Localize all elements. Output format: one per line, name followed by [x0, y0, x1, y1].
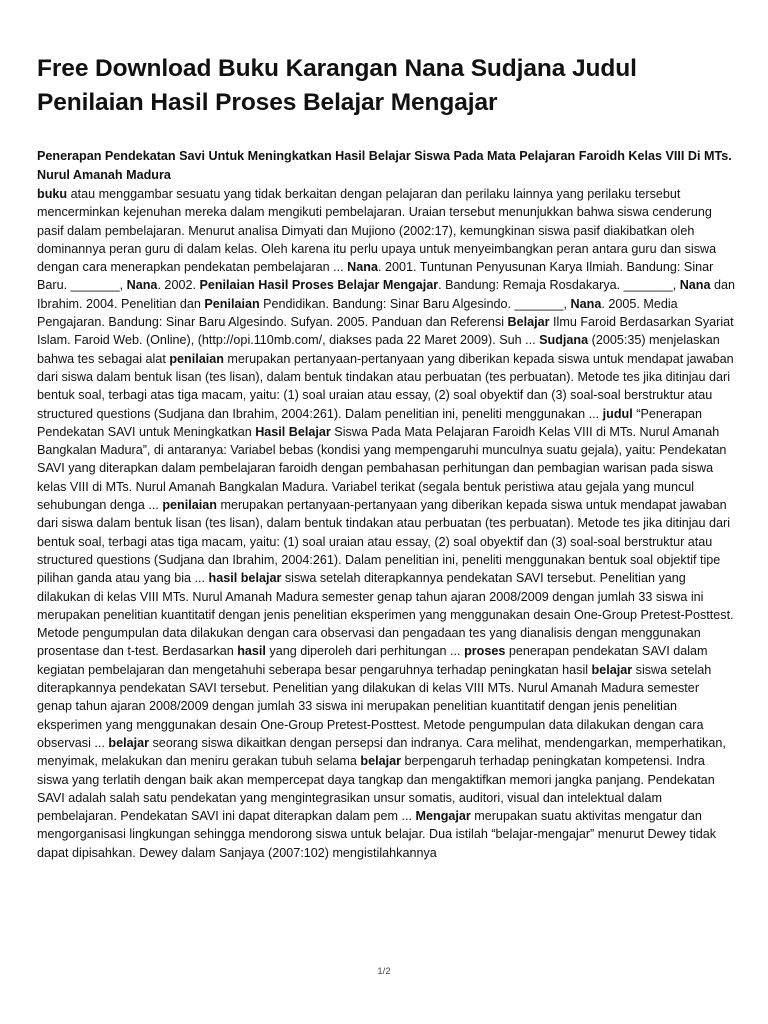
highlighted-keyword: Nana: [570, 296, 602, 311]
body-text-run: merupakan suatu aktivitas mengatur dan mengorganisasi lingkungan sehingga mendorong siswa untuk belajar. Dua istilah “belajar-mengajar” menurut Dewey tidak dapat dipisahkan. Dewey dalam Sanjaya (2007:102) mengistilahkannya: [37, 809, 717, 860]
body-text-run: merupakan pertanyaan-pertanyaan yang diberikan kepada siswa untuk mendapat jawaban dari siswa dalam bentuk lisan (tes lisan), dalam bentuk tindakan atau perbuatan (tes perbuatan). Metode tes jika ditinjau dari bentuk soal, terbagi atas tiga macam, yaitu: (1) soal uraian atau essay, (2) soal obyektif dan (3) soal-soal berstruktur atau structured questions (Sudjana dan Ibrahim, 2004:261). Dalam penelitian ini, peneliti menggunakan ...: [37, 351, 734, 421]
body-text-run: “Penerapan Pendekatan SAVI untuk Meningkatkan: [37, 406, 703, 439]
highlighted-keyword: Nana: [679, 278, 711, 293]
body-text-run: Siswa Pada Mata Pelajaran Faroidh Kelas VIII di MTs. Nurul Amanah Bangkalan Madura”, di antaranya: Variabel bebas (kondisi yang mempengaruhi munculnya suatu gejala), yaitu: Pendekatan SAVI yang diterapkan dalam pembelajaran faroidh dengan pembahasan perhitungan dan pembagian warisan pada siswa kelas VIII di MTs. Nurul Amanah Bangkalan Madura. Variabel terikat (segala bentuk peristiwa atau gejala yang muncul sehubungan denga ...: [37, 424, 727, 513]
highlighted-keyword: Penilaian: [204, 296, 260, 311]
highlighted-keyword: Sudjana: [539, 333, 589, 348]
body-text-run: . Bandung: Remaja Rosdakarya. _______,: [438, 278, 680, 293]
body-text-run: berpengaruh terhadap peningkatan kompetensi. Indra siswa yang terlatih dengan baik akan mempercepat daya tangkap dan mengaktifkan memori jangka panjang. Pendekatan SAVI adalah salah satu pendekatan yang mengintegrasikan unsur somatis, auditori, visual dan intelektual dalam pembelajaran. Pendekatan SAVI ini dapat diterapkan dalam pem ...: [37, 754, 715, 824]
body-text-run: siswa setelah diterapkannya pendekatan SAVI tersebut. Penelitian yang dilakukan di kelas VIII MTs. Nurul Amanah Madura semester genap tahun ajaran 2008/2009 dengan jumlah 33 siswa ini merupakan penelitian kuantitatif dengan jenis penelitian eksperimen yang menggunakan desain One-Group Pretest-Posttest. Metode pengumpulan data dilakukan dengan cara observasi ...: [37, 662, 712, 750]
highlighted-keyword: belajar: [108, 735, 150, 750]
highlighted-keyword: Mengajar: [415, 809, 471, 824]
highlighted-keyword: Hasil Belajar: [255, 424, 331, 439]
article-heading: Penerapan Pendekatan Savi Untuk Meningkatkan Hasil Belajar Siswa Pada Mata Pelajaran Faroidh Kelas VIII Di MTs. Nurul Amanah Madura: [37, 149, 732, 182]
highlighted-keyword: belajar: [591, 662, 633, 677]
body-text-run: siswa setelah diterapkannya pendekatan SAVI tersebut. Penelitian yang dilakukan di kelas VIII MTs. Nurul Amanah Madura semester genap tahun ajaran 2008/2009 dengan jumlah 33 siswa ini merupakan penelitian kuantitatif dengan jenis penelitian eksperimen yang menggunakan desain One-Group Pretest-Posttest. Metode pengumpulan data dilakukan dengan cara observasi dan pengadaan tes yang dianalisis dengan menggunakan prosentase dan t-test. Berdasarkan: [37, 571, 734, 659]
body-text-run: Ilmu Faroid Berdasarkan Syariat Islam. Faroid Web. (Online), (http://opi.110mb.com/, diakses pada 22 Maret 2009). Suh ...: [37, 315, 734, 348]
highlighted-keyword: penilaian: [162, 498, 217, 513]
body-text-run: Pendidikan. Bandung: Sinar Baru Algesindo. _______,: [259, 296, 571, 311]
highlighted-keyword: Nana: [126, 278, 158, 293]
body-text-run: dan Ibrahim. 2004. Penelitian dan: [37, 278, 736, 311]
document-page: [37, 52, 737, 862]
highlighted-keyword: proses: [464, 644, 506, 659]
body-text-run: . 2001. Tuntunan Penyusunan Karya Ilmiah. Bandung: Sinar Baru. _______,: [37, 260, 714, 293]
highlighted-keyword: judul: [602, 406, 633, 421]
body-text-run: atau menggambar sesuatu yang tidak berkaitan dengan pelajaran dan perilaku lainnya yang perilaku tersebut mencerminkan kejenuhan mereka dalam mengikuti pembelajaran. Uraian tersebut menunjukkan bahwa siswa cenderung pasif dalam pembelajaran. Menurut analisa Dimyati dan Mujiono (2002:17), kemungkinan siswa pasif diakibatkan oleh dominannya peran guru di dalam kelas. Oleh karena itu perlu upaya untuk menyeimbangkan peran antara guru dan siswa dengan cara menerapkan pendekatan pembelajaran ...: [37, 187, 717, 275]
body-text-run: merupakan pertanyaan-pertanyaan yang diberikan kepada siswa untuk mendapat jawaban dari siswa dalam bentuk lisan (tes lisan), dalam bentuk tindakan atau perbuatan (tes perbuatan). Metode tes jika ditinjau dari bentuk soal, terbagi atas tiga macam, yaitu: (1) soal uraian atau essay, (2) soal obyektif dan (3) soal-soal berstruktur atau structured questions (Sudjana dan Ibrahim, 2004:261). Dalam penelitian ini, peneliti menggunakan bentuk soal objektif tipe pilihan ganda atau yang bia ...: [37, 498, 731, 586]
highlighted-keyword: Belajar: [507, 315, 550, 330]
highlighted-keyword: hasil: [237, 644, 266, 659]
highlighted-keyword: belajar: [360, 754, 402, 769]
highlighted-keyword: penilaian: [169, 351, 224, 366]
body-text-run: . 2002.: [157, 278, 200, 293]
article-body: [37, 185, 737, 862]
highlighted-keyword: Nana: [347, 260, 378, 275]
highlighted-keyword: buku: [37, 187, 68, 201]
page-number: 1/2: [377, 966, 391, 977]
body-text-run: yang diperoleh dari perhitungan ...: [265, 644, 465, 659]
body-text-run: . 2005. Media Pengajaran. Bandung: Sinar Baru Algesindo. Sufyan. 2005. Panduan dan Referensi: [37, 296, 678, 330]
document-title: Free Download Buku Karangan Nana Sudjana Judul Penilaian Hasil Proses Belajar Mengajar: [37, 55, 637, 116]
body-text-run: seorang siswa dikaitkan dengan persepsi dan indranya. Cara melihat, mendengarkan, memperhatikan, menyimak, melakukan dan meniru gerakan tubuh selama: [37, 735, 726, 769]
highlighted-keyword: hasil belajar: [208, 571, 282, 586]
highlighted-keyword: Penilaian Hasil Proses Belajar Mengajar: [199, 278, 439, 293]
body-text-run: (2005:35) menjelaskan bahwa tes sebagai alat: [37, 333, 720, 366]
body-text-run: penerapan pendekatan SAVI dalam kegiatan pembelajaran dan mengetahuhi seberapa besar pengaruhnya terhadap peningkatan hasil: [37, 644, 708, 677]
